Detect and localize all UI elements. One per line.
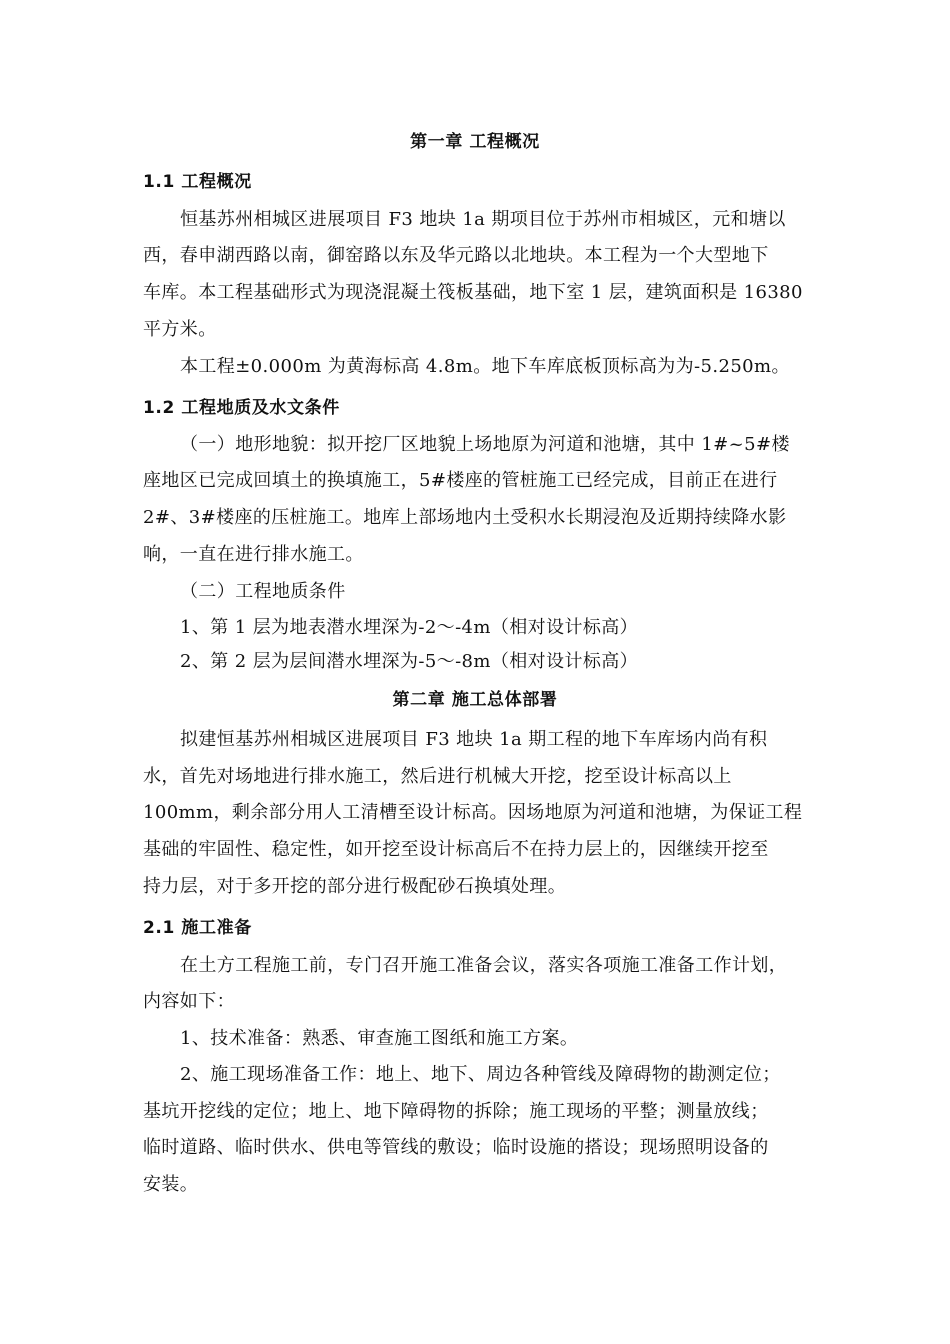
list-item: 2、第 2 层为层间潜水埋深为-5～-8m（相对设计标高） (180, 651, 639, 672)
subsection-title: （二）工程地质条件 (180, 581, 346, 602)
section-1-2-heading: 1.2 工程地质及水文条件 (143, 398, 340, 418)
paragraph-line: 持力层，对于多开挖的部分进行极配砂石换填处理。 (143, 876, 567, 897)
paragraph-line: 座地区已完成回填土的换填施工，5#楼座的管桩施工已经完成，目前正在进行 (143, 470, 778, 491)
paragraph-line: 车库。本工程基础形式为现浇混凝土筏板基础，地下室 1 层，建筑面积是 16380 (143, 282, 803, 303)
list-item: 1、技术准备：熟悉、审查施工图纸和施工方案。 (180, 1028, 579, 1049)
chapter-2-title: 第二章 施工总体部署 (392, 690, 558, 710)
paragraph-line: 拟建恒基苏州相城区进展项目 F3 地块 1a 期工程的地下车库场内尚有积 (180, 729, 768, 750)
paragraph-line: 基坑开挖线的定位；地上、地下障碍物的拆除；施工现场的平整；测量放线； (143, 1101, 769, 1122)
paragraph-line: 水，首先对场地进行排水施工，然后进行机械大开挖，挖至设计标高以上 (143, 766, 732, 787)
paragraph-line: 恒基苏州相城区进展项目 F3 地块 1a 期项目位于苏州市相城区，元和塘以 (180, 209, 786, 230)
paragraph-line: 安装。 (143, 1174, 199, 1195)
section-1-1-heading: 1.1 工程概况 (143, 172, 252, 192)
list-item: 1、第 1 层为地表潜水埋深为-2～-4m（相对设计标高） (180, 617, 639, 638)
paragraph-line: 内容如下： (143, 991, 235, 1012)
paragraph-line: 响，一直在进行排水施工。 (143, 544, 364, 565)
paragraph-line: 2#、3#楼座的压桩施工。地库上部场地内土受积水长期浸泡及近期持续降水影 (143, 507, 787, 528)
paragraph-line: 在土方工程施工前，专门召开施工准备会议，落实各项施工准备工作计划， (180, 955, 788, 976)
paragraph-line: （一）地形地貌：拟开挖厂区地貌上场地原为河道和池塘，其中 1#~5#楼 (180, 434, 790, 455)
paragraph-line: 西，春申湖西路以南，御窑路以东及华元路以北地块。本工程为一个大型地下 (143, 245, 769, 266)
chapter-1-title: 第一章 工程概况 (410, 132, 540, 152)
paragraph-line: 临时道路、临时供水、供电等管线的敷设；临时设施的搭设；现场照明设备的 (143, 1137, 769, 1158)
paragraph-line: 100mm，剩余部分用人工清槽至设计标高。因场地原为河道和池塘，为保证工程 (143, 802, 803, 823)
paragraph-line: 基础的牢固性、稳定性，如开挖至设计标高后不在持力层上的，因继续开挖至 (143, 839, 769, 860)
paragraph-line: 本工程±0.000m 为黄海标高 4.8m。地下车库底板顶标高为为-5.250m。 (180, 356, 790, 377)
list-item: 2、施工现场准备工作：地上、地下、周边各种管线及障碍物的勘测定位； (180, 1064, 781, 1085)
section-2-1-heading: 2.1 施工准备 (143, 918, 252, 938)
paragraph-line: 平方米。 (143, 319, 217, 340)
